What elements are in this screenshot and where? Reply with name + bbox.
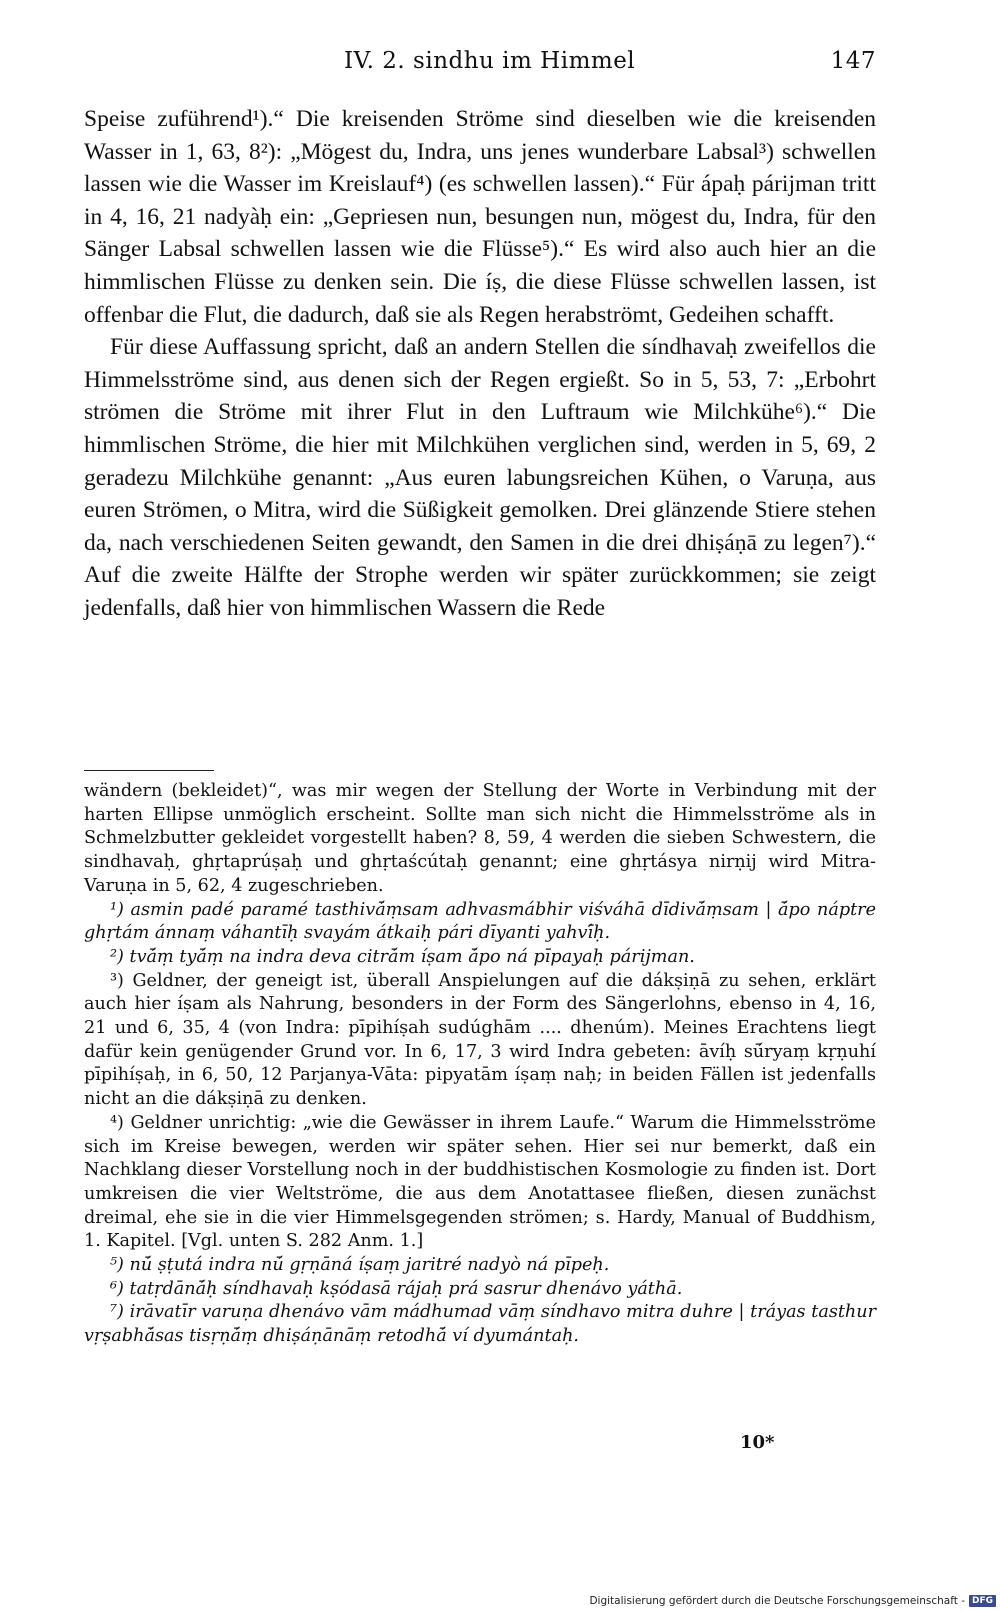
- signature-mark: 10*: [740, 1432, 775, 1453]
- footnote-rule: [84, 770, 214, 771]
- footnote-1: ¹) asmin padé paramé tasthivā́ṃsam adhvasmábhir viśváhā dīdivā́ṃsam | ā́po náptre ghṛtám ánnaṃ váhantīḥ svayám átkaiḥ pári dīyanti yahvī́ḥ.: [84, 899, 876, 944]
- paragraph-1: Speise zuführend¹).“ Die kreisenden Ströme sind dieselben wie die kreisenden Wasser in 1, 63, 8²): „Mögest du, Indra, uns jenes wunderbare Labsal³) schwellen lassen wie die Wasser im Kreislauf⁴) (es schwellen lassen).“ Für ápaḥ párijman tritt in 4, 16, 21 nadyàḥ ein: „Gepriesen nun, besungen nun, mögest du, Indra, für den Sänger Labsal schwellen lassen wie die Flüsse⁵).“ Es wird also auch hier an die himmlischen Flüsse zu denken sein. Die íṣ, die diese Flüsse schwellen lassen, ist offenbar die Flut, die dadurch, daß sie als Regen herabströmt, Gedeihen schafft.: [84, 106, 876, 328]
- digitization-footer: [589, 1595, 996, 1607]
- footnote-7: ⁷) irāvatīr varuṇa dhenávo vām mádhumad vāṃ síndhavo mitra duhre | tráyas tasthur vṛṣabhā́sas tisṛṇā́ṃ dhiṣáṇānāṃ retodhā́ ví dyumántaḥ.: [84, 1302, 876, 1347]
- footnote-continuation: wändern (bekleidet)“, was mir wegen der Stellung der Worte in Verbindung mit der harten Ellipse unmöglich erscheint. Sollte man sich nicht die Himmelsströme als in Schmelzbutter gekleidet vorgestellt haben? 8, 59, 4 werden die sieben Schwestern, die sindhavaḥ, ghṛtaprúṣaḥ und ghṛtaścútaḥ genannt; eine ghṛtásya nirṇij wird Mitra-Varuṇa in 5, 62, 4 zugeschrieben.: [84, 781, 876, 896]
- footnote-3: ³) Geldner, der geneigt ist, überall Anspielungen auf die dákṣiṇā zu sehen, erklärt auch hier íṣam als Nahrung, besonders in der Form des Sängerlohns, ebenso in 4, 16, 21 und 6, 35, 4 (von Indra: pīpihíṣah sudúghām .... dhenúm). Meines Erachtens liegt dafür kein genügender Grund vor. In 6, 17, 3 wird Indra gebeten: āvíḥ sū́ryaṃ kṛṇuhí pīpihíṣaḥ, in 6, 50, 12 Parjanya-Vāta: pipyatām íṣaṃ naḥ; in beiden Fällen ist jedenfalls nicht an die dákṣiṇā zu denken.: [84, 970, 876, 1110]
- footer-text: Digitalisierung gefördert durch die Deutsche Forschungsgemeinschaft -: [589, 1595, 965, 1607]
- page-number: 147: [830, 48, 876, 74]
- paragraph-2: Für diese Auffassung spricht, daß an andern Stellen die síndhavaḥ zweifellos die Himmelsströme sind, aus denen sich der Regen ergießt. So in 5, 53, 7: „Erbohrt strömen die Ströme mit ihrer Flut in den Luftraum wie Milchkühe⁶).“ Die himmlischen Ströme, die hier mit Milchkühen verglichen sind, werden in 5, 69, 2 geradezu Milchkühe genannt: „Aus euren labungsreichen Kühen, o Varuṇa, aus euren Strömen, o Mitra, wird die Süßigkeit gemolken. Drei glänzende Stiere stehen da, nach verschiedenen Seiten gewandt, den Samen in die drei dhiṣáṇā zu legen⁷).“ Auf die zweite Hälfte der Strophe werden wir später zurückkommen; sie zeigt jedenfalls, daß hier von himmlischen Wassern die Rede: [84, 334, 876, 621]
- dfg-logo: DFG: [969, 1595, 996, 1607]
- running-header: [84, 48, 876, 82]
- footnote-6: ⁶) tatṛdānā́ḥ síndhavaḥ kṣódasā rájaḥ prá sasrur dhenávo yáthā.: [110, 1278, 683, 1299]
- running-title: IV. 2. sindhu im Himmel: [344, 48, 636, 74]
- main-text: [84, 103, 876, 625]
- footnote-5: ⁵) nū́ ṣṭutá indra nū́ gṛṇāná íṣaṃ jaritré nadyò ná pīpeḥ.: [110, 1255, 610, 1276]
- footnote-2: ²) tvā́ṃ tyā́ṃ na indra deva citrā́m íṣam ā́po ná pīpayaḥ párijman.: [110, 946, 695, 967]
- footnotes: [84, 780, 876, 1349]
- footnote-4: ⁴) Geldner unrichtig: „wie die Gewässer in ihrem Laufe.“ Warum die Himmelsströme sich im Kreise bewegen, werden wir später sehen. Hier sei nur bemerkt, daß ein Nachklang dieser Vorstellung noch in der buddhistischen Kosmologie zu finden ist. Dort umkreisen die vier Weltströme, die aus dem Anotattasee fließen, diesen zunächst dreimal, ehe sie in die vier Himmelsgegenden strömen; s. Hardy, Manual of Buddhism, 1. Kapitel. [Vgl. unten S. 282 Anm. 1.]: [84, 1112, 876, 1252]
